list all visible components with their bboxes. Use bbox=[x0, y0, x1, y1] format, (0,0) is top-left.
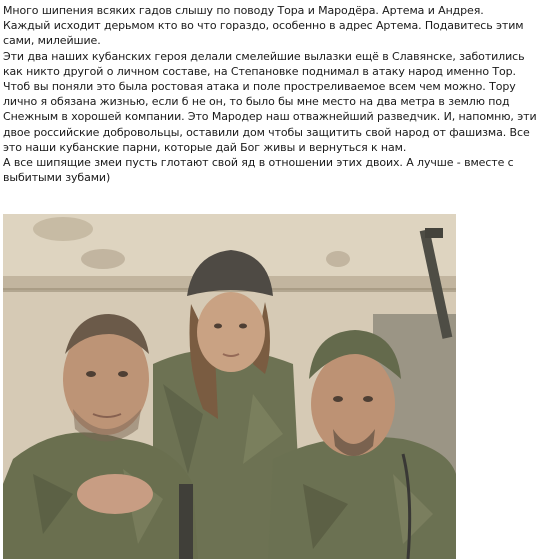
post-photo bbox=[3, 214, 456, 559]
post-paragraph-2: Каждый исходит дерьмом кто во что гораздо, особенно в адрес Артема. Подавитесь этим сами, милейшие. bbox=[3, 19, 524, 48]
post-paragraph-4: А все шипящие змеи пусть глотают свой яд в отношении этих двоих. А лучше - вместе с выбитыми зубами) bbox=[3, 156, 514, 185]
photo-illustration bbox=[3, 214, 456, 559]
post-paragraph-3: Эти два наших кубанских героя делали смелейшие вылазки ещё в Славянске, заботились как никто другой о личном составе, на Степановке поднимал в атаку народ именно Тор. Чтоб вы поняли это была ростовая атака и поле простреливаемое всем чем можно. Тору лично я обязана жизнью, если б не он, то было бы мне место на два метра в землю под Снежным в хорошей компании. Это Мародер наш отважнейший разведчик. И, напомню, эти двое российские добровольцы, оставили дом чтобы защитить свой народ от фашизма. Все это наши кубанские парни, которые дай Бог живы и вернуться к нам. bbox=[3, 49, 537, 154]
post-text bbox=[3, 3, 544, 185]
photo-tint bbox=[3, 214, 456, 559]
post-paragraph-1: Много шипения всяких гадов слышу по поводу Тора и Мародёра. Артема и Андрея. bbox=[3, 4, 484, 17]
